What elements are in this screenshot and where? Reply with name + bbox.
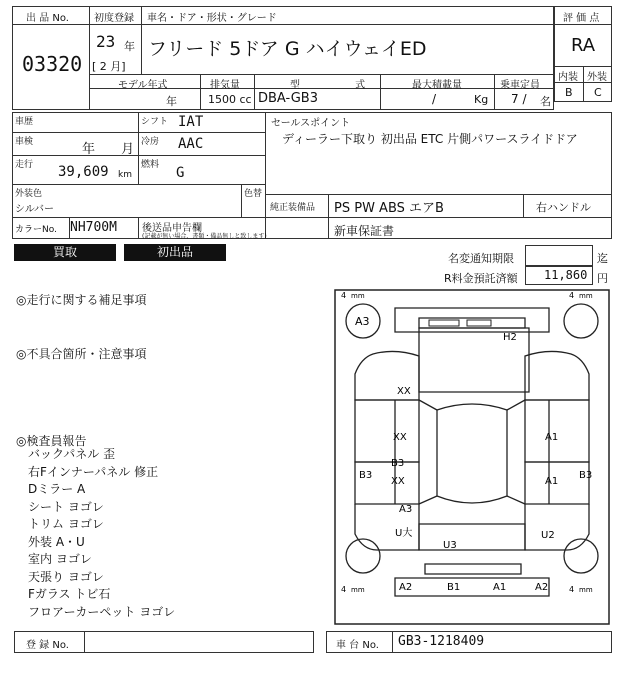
- inspection-value: 年 月: [82, 142, 135, 157]
- displacement-value: 1500 cc: [208, 93, 252, 106]
- mark-a1-front: A1: [493, 582, 507, 593]
- inspector-line: シート ヨゴレ: [28, 499, 104, 514]
- warranty-value: 新車保証書: [334, 224, 395, 238]
- model-label: 型 式: [290, 80, 392, 91]
- mark-xx-quarter: XX: [397, 386, 411, 397]
- mileage-unit: km: [118, 170, 132, 180]
- inspector-line: フロアーカーペット ヨゴレ: [28, 604, 176, 619]
- aircon-value: AAC: [178, 136, 204, 152]
- tire-fr-label: 4: [569, 585, 575, 594]
- tire-fl-unit: mm: [351, 586, 365, 594]
- ext-color-label: 外装色: [15, 189, 43, 199]
- mark-a1-rear-door: A1: [545, 432, 559, 443]
- tire-rl-unit: mm: [351, 292, 365, 300]
- color-change-label: 色替: [244, 189, 263, 199]
- lot-label: 出 品 No.: [26, 13, 69, 24]
- model-code: DBA-GB3: [258, 91, 318, 106]
- model-year-label: モデル年式: [118, 80, 168, 91]
- defects-title: ◎不具合箇所・注意事項: [16, 347, 147, 361]
- color-no-value: NH700M: [70, 220, 117, 235]
- grade-value: RA: [571, 35, 596, 56]
- mark-a2-right: A2: [535, 582, 549, 593]
- mark-a2-left: A2: [399, 582, 413, 593]
- sales-point-value: ディーラー下取り 初出品 ETC 片側パワースライドドア: [282, 132, 578, 146]
- recycle-value: 11,860: [544, 268, 588, 282]
- car-damage-diagram: [333, 288, 611, 626]
- exterior-label: 外装: [587, 72, 607, 83]
- recycle-label: R料金預託済額: [444, 272, 518, 285]
- inspector-report: [28, 446, 175, 621]
- mileage-label: 走行: [15, 160, 34, 170]
- sales-point-label: セールスポイント: [271, 118, 351, 129]
- model-year-unit: 年: [166, 95, 177, 108]
- steering-value: 右ハンドル: [536, 201, 591, 214]
- shift-label: シフト: [141, 117, 169, 127]
- reg-month: [ 2 月]: [92, 60, 126, 73]
- mark-u3: U3: [443, 540, 457, 551]
- interior-label: 内装: [558, 72, 578, 83]
- inspector-line: 室内 ヨゴレ: [28, 552, 92, 566]
- mark-a1-front-door: A1: [545, 476, 559, 487]
- purchase-tag: 買取: [14, 244, 116, 261]
- mark-b3-left: B3: [359, 470, 373, 481]
- mark-a3-rear: A3: [355, 315, 370, 328]
- mark-u-dai: U大: [395, 528, 413, 539]
- inspector-line: バックパネル 歪: [28, 447, 116, 461]
- name-change-unit: 迄: [597, 252, 608, 265]
- grade-label: 評 価 点: [563, 13, 600, 24]
- first-listing-tag: 初出品: [124, 244, 226, 261]
- name-change-label: 名変通知期限: [448, 252, 514, 265]
- mileage-value: 39,609: [58, 164, 109, 180]
- max-load-value: /: [432, 92, 437, 106]
- shift-value: IAT: [178, 114, 204, 130]
- mark-b3-right: B3: [579, 470, 593, 481]
- car-name: フリード 5ドア G ハイウェイED: [148, 38, 427, 60]
- inspector-line: 右Fインナーパネル 修正: [28, 464, 159, 479]
- inspector-line: 外装 A・U: [28, 534, 85, 549]
- inspector-line: トリム ヨゴレ: [28, 517, 104, 531]
- inspector-line: Dミラー A: [28, 482, 86, 496]
- chassis-label: 車 台 No.: [336, 640, 379, 651]
- capacity-unit: 名: [540, 95, 551, 108]
- mark-xx-front-door: XX: [391, 476, 405, 487]
- inspection-label: 車検: [15, 137, 34, 147]
- driving-notes-title: ◎走行に関する補足事項: [16, 293, 147, 307]
- registration-label: 登 録 No.: [26, 640, 69, 651]
- color-no-label: カラーNo.: [15, 225, 57, 235]
- shipping-label: 後送品申告欄: [142, 223, 202, 234]
- car-name-label: 車名・ドア・形状・グレード: [147, 13, 277, 24]
- tire-rr-unit: mm: [579, 292, 593, 300]
- mark-b3-door: B3: [391, 458, 405, 469]
- inspector-line: Fガラス トビ石: [28, 587, 111, 601]
- reg-year-unit: 年: [124, 40, 135, 53]
- lot-number: 03320: [22, 52, 83, 76]
- inspector-line: 天張り ヨゴレ: [28, 569, 104, 584]
- mark-a3-front: A3: [399, 504, 413, 515]
- first-reg-label: 初度登録: [94, 13, 134, 24]
- recycle-unit: 円: [597, 272, 608, 285]
- chassis-number: GB3-1218409: [398, 634, 485, 649]
- mark-h2: H2: [503, 332, 517, 343]
- displacement-label: 排気量: [210, 80, 240, 91]
- max-load-unit: Kg: [474, 93, 489, 106]
- mark-xx-rear-door: XX: [393, 432, 407, 443]
- name-change-box: [525, 245, 593, 266]
- aircon-label: 冷房: [141, 137, 160, 147]
- tire-rl-label: 4: [341, 291, 347, 300]
- ext-color-value: シルバー: [15, 204, 55, 215]
- interior-grade: B: [565, 86, 573, 99]
- mark-u2: U2: [541, 530, 555, 541]
- tire-fl-label: 4: [341, 585, 347, 594]
- equipment-value: PS PW ABS エアB: [334, 201, 444, 216]
- tire-rr-label: 4: [569, 291, 575, 300]
- shipping-note: (記載が無い場合、書類・備品無しと致します): [142, 233, 267, 240]
- fuel-label: 燃料: [141, 160, 160, 170]
- tire-fr-unit: mm: [579, 586, 593, 594]
- capacity-label: 乗車定員: [500, 80, 540, 91]
- reg-year: 23: [96, 32, 116, 51]
- max-load-label: 最大積載量: [412, 80, 462, 91]
- equipment-label: 純正装備品: [270, 203, 316, 213]
- exterior-grade: C: [594, 86, 602, 99]
- inspector-title: ◎検査員報告: [16, 434, 87, 448]
- fuel-value: G: [176, 165, 185, 181]
- history-label: 車歴: [15, 117, 34, 127]
- capacity-value: 7 /: [511, 92, 527, 106]
- mark-b1: B1: [447, 582, 461, 593]
